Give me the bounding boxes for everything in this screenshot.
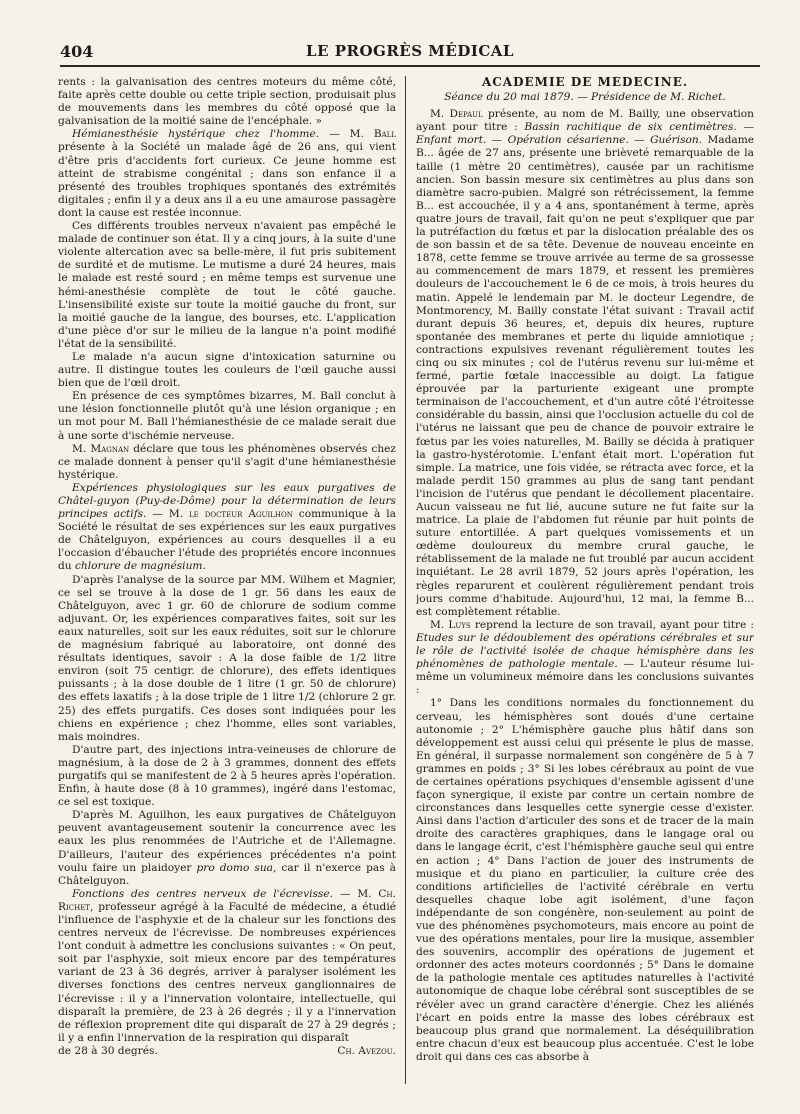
paragraph: M. Depaul présente, au nom de M. Bailly, une observation ayant pour titre : Bassin rachitique de six centimètres. — Enfant mort. — Opération césarienne. — Guérison. Madame B... âgée de 27 ans, présente une brièveté remarquable de la taille (1 mètre 20 centimètres), causée par un rachitisme ancien. Son bassin mesure six centimètres au plus dans son diamètre sacro-pubien. Malgré son rétrécissement, la femme B... est accouchée, il y a 4 ans, spontanément à terme, après quatre jours de travail, fait qu'on ne peut s'expliquer que par la putréfaction du fœtus et par la dislocation préalable des os de son bassin et de sa tête. Devenue de nouveau enceinte en 1878, cette femme se trouve arrivée au terme de sa grossesse au commencement de mars 1879, et ressent les premières douleurs de l'accouchement le 6 de ce mois, à trois heures du matin. Appelé le lendemain par M. le docteur Legendre, de Montmorency, M. Bailly constate l'état suivant : Travail actif durant depuis 36 heures, et, depuis dix heures, rupture spontanée des membranes et perte du liquide amniotique ; contractions expulsives revenant régulièrement toutes les cinq ou six minutes ; col de l'utérus revenu sur lui-même et fermé, partie fœtale inaccessible au doigt. La fatigue éprouvée par la parturiente exigeant une prompte terminaison de l'accouchement, et d'un autre côté l'étroitesse considérable du bassin, ainsi que l'occlusion actuelle du col de l'utérus ne laissant que peu de chance de pouvoir extraire le fœtus par les voies naturelles, M. Bailly se décida à pratiquer la gastro-hystérotomie. L'enfant était mort. L'opération fut simple. La matrice, une fois vidée, se rétracta avec force, et la malade perdit 150 grammes au plus de sang tant pendant l'incision de l'utérus que pendant le décollement placentaire. Aucun vaisseau ne fut lié, aucune suture ne fut faite sur la matrice. La plaie de l'abdomen fut réunie par huit points de suture entortillée. A part quelques vomissements et un œdème douloureux du membre crural gauche, le rétablissement de la malade ne fut troublé par aucun accident inquiétant. Le 28 avril 1879, 52 jours après l'opération, les règles reparurent et coulèrent régulièrement pendant trois jours comme d'habitude. Aujourd'hui, 12 mai, la femme B... est complètement rétablie. — [416, 108, 754, 618]
paragraph: D'après M. Aguilhon, les eaux purgatives de Châtelguyon peuvent avantageusement soutenir la concurrence avec les eaux les plus renommées de l'Autriche et de l'Allemagne. D'ailleurs, l'auteur des expériences précédentes n'a point voulu faire un plaidoyer pro domo sua, car il n'exerce pas à Châtelguyon. — [58, 809, 396, 887]
session-line: Séance du 20 mai 1879. — Présidence de M. Richet. — [444, 91, 726, 104]
paragraph: Le malade n'a aucun signe d'intoxication saturnine ou autre. Il distingue toutes les couleurs de l'œil gauche aussi bien que de l'œil droit. — [58, 350, 396, 390]
column-divider — [405, 76, 406, 1084]
page-number: 404 — [60, 42, 94, 61]
paragraph: Fonctions des centres nerveux de l'écrevisse. — M. Ch. Richet, professeur agrégé à la Faculté de médecine, a étudié l'influence de l'asphyxie et de la chaleur sur les fonctions des centres nerveux de l'écrevisse. De nombreuses expériences l'ont conduit à admettre les conclusions suivantes : « On peut, soit par l'asphyxie, soit mieux encore par des températures variant de 23 à 36 degrés, arriver à paralyser isolément les diverses fonctions des centres nerveux ganglionnaires de l'écrevisse : il y a l'innervation volontaire, intellectuelle, qui disparaît la première, de 23 à 26 degrés ; il y a l'innervation de réflexion proprement dite qui disparaît de 27 à 29 degrés ; il y a enfin l'innervation de la respiration qui disparaît — [58, 887, 396, 1044]
page-header — [60, 42, 760, 64]
paragraph: M. Magnan déclare que tous les phénomènes observés chez ce malade donnent à penser qu'il s'agit d'une hémianesthésie hystérique. — [58, 442, 396, 481]
paragraph: 1° Dans les conditions normales du fonctionnement du cerveau, les hémisphères sont doués d'une certaine autonomie ; 2° L'hémisphère gauche plus hâtif dans son développement est aussi celui qui présente le plus de masse. En général, il surpasse normalement son congénère de 5 à 7 grammes en poids ; 3° Si les lobes cérébraux au point de vue de certaines opérations psychiques d'ensemble agissent d'une façon synergique, il existe par contre un certain nombre de circonstances dans lesquelles cette synergie cesse d'exister. Ainsi dans l'action d'articuler des sons et de tracer de la main droite des caractères graphiques, dans le langage oral ou dans le langage écrit, c'est l'hémisphère gauche seul qui entre en action ; 4° Dans l'action de jouer des instruments de musique et du piano en particulier, la culture crée des conditions artificielles de l'activité cérébrale en vertu desquelles chaque lobe agit isolément, d'une façon indépendante de son congénère, non-seulement au point de vue des phénomènes psychomoteurs, mais encore au point de vue des opérations mentales, pour lire la musique, assembler des souvenirs, accomplir des opérations de jugement et ordonner des actes moteurs coordonnés ; 5° Dans le domaine de la pathologie mentale ces aptitudes naturelles à l'activité autonomique de chaque lobe cérébral sont susceptibles de se révéler avec un grand caractère d'énergie. Chez les aliénés l'écart en poids entre la masse des lobes cérébraux est beaucoup plus grand que normalement. La déséquilibration entre chacun d'eux est beaucoup plus accentuée. C'est le lobe droit qui dans ces cas absorbe à — [416, 697, 754, 1063]
journal-title: LE PROGRÈS MÉDICAL — [306, 42, 514, 60]
paragraph: rents : la galvanisation des centres moteurs du même côté, faite après cette double ou cette triple section, produisait plus de mouvements dans les membres du côté opposé que la galvanisation de la moitié saine de l'encéphale. » — [58, 76, 396, 128]
author-signature: Ch. Avezou. — [337, 1044, 396, 1057]
signature-line: de 28 à 30 degrés. Ch. Avezou. — [58, 1044, 396, 1057]
section-heading: ACADÉMIE DE MÉDECINE. — [481, 76, 689, 89]
paragraph: En présence de ces symptômes bizarres, M. Ball conclut à une lésion fonctionnelle plutôt qu'à une lésion organique ; en un mot pour M. Ball l'hémianesthésie de ce malade serait due à une sorte d'ischémie nerveuse. — [58, 390, 396, 442]
left-column — [58, 76, 396, 1084]
paragraph: Hémianesthésie hystérique chez l'homme. — M. Ball présente à la Société un malade âgé de 26 ans, qui vient d'être pris d'accidents fort curieux. Ce jeune homme est atteint de strabisme congénital ; dans son enfance il a présenté des troubles trophiques spontanés des extrémités digitales ; enfin il y a deux ans il a eu une amaurose passagère dont la cause est restée inconnue. — [58, 128, 396, 219]
paragraph: Ces différents troubles nerveux n'avaient pas empêché le malade de continuer son état. Il y a cinq jours, à la suite d'une violente altercation avec sa belle-mère, il fut pris subitement de surdité et de mutisme. Le mutisme a duré 24 heures, mais le malade est resté sourd ; en même temps est survenue une hémi-anesthésie complète de tout le côté gauche. L'insensibilité existe sur toute la moitié gauche du front, sur la moitié gauche de la langue, des bourses, etc. L'application d'une pièce d'or sur le milieu de la langue n'a point modifié l'état de la sensibilité. — [58, 220, 396, 350]
paragraph: Expériences physiologiques sur les eaux purgatives de Châtel-guyon (Puy-de-Dôme) pour la détermination de leurs principes actifs. — M. le docteur Aguilhon communique à la Société le résultat de ses expériences sur les eaux purgatives de Châtelguyon, expériences au cours desquelles il a eu l'occasion d'ébaucher l'étude des propriétés encore inconnues du chlorure de magnésium. — [58, 481, 396, 573]
paragraph: D'après l'analyse de la source par MM. Wilhem et Magnier, ce sel se trouve à la dose de 1 gr. 56 dans les eaux de Châtelguyon, avec 1 gr. 60 de chlorure de sodium comme adjuvant. Or, les expériences comparatives faites, soit sur les eaux naturelles, soit sur les eaux réduites, soit sur le chlorure de magnésium fabriqué au laboratoire, ont donné des résultats identiques, savoir : A la dose faible de 1/2 litre environ (soit 75 centigr. de chlorure), des effets identiques puissants ; à la dose double de 1 litre (1 gr. 50 de chlorure) des effets laxatifs ; à la dose triple de 1 litre 1/2 (chlorure 2 gr. 25) des effets purgatifs. Ces doses sont indiquées pour les chiens en expérience ; chez l'homme, elles sont variables, mais moindres. — [58, 573, 396, 743]
right-column — [416, 76, 754, 1084]
header-rule — [60, 65, 760, 67]
paragraph: M. Luys reprend la lecture de son travail, ayant pour titre : Etudes sur le dédoublement des opérations cérébrales et sur le rôle de l'activité isolée de chaque hémisphère dans les phénomènes de pathologie mentale. — L'auteur résume lui-même un volumineux mémoire dans les conclusions suivantes : — [416, 618, 754, 697]
paragraph: D'autre part, des injections intra-veineuses de chlorure de magnésium, à la dose de 2 à 3 grammes, donnent des effets purgatifs qui se manifestent de 2 à 5 heures après l'opération. Enfin, à haute dose (8 à 10 grammes), ingéré dans l'estomac, ce sel est toxique. — [58, 743, 396, 809]
